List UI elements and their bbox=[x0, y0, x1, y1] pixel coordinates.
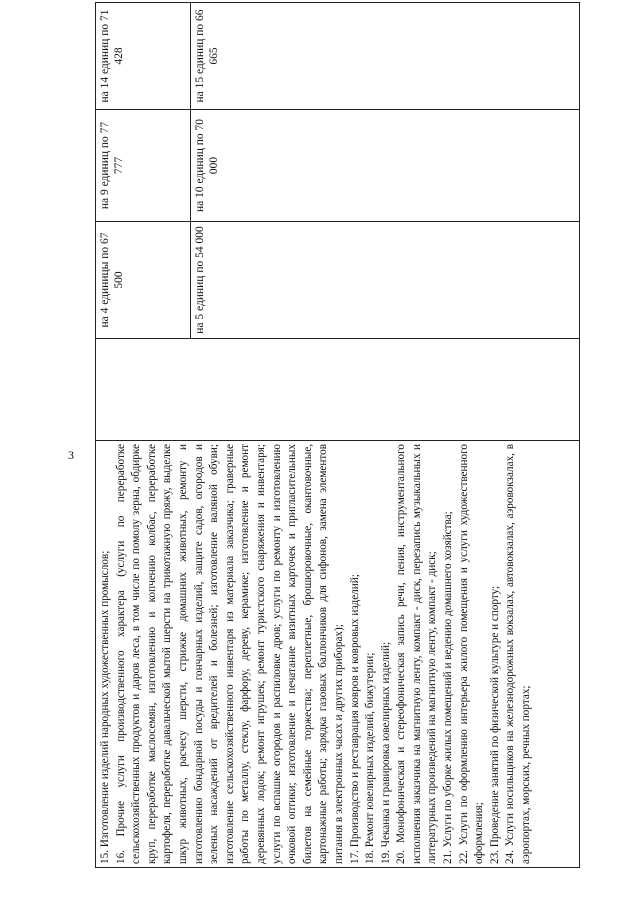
service-item: 19. Чеканка и гравировка ювелирных изделий; bbox=[379, 641, 392, 864]
table-row bbox=[96, 3, 191, 868]
service-item: 20. Монофоническая и стереофоническая запись речи, пения, инструментального исполнения заказчика на магнитную ленту, компакт - диск, перезапись музыкальных и литературных произведений на магнитную ленту, компакт - диск; bbox=[395, 444, 439, 864]
service-item: 17. Производство и реставрация ковров и ковровых изделий; bbox=[348, 574, 361, 864]
service-item: 22. Услуги по оформлению интерьера жилого помещения и услуги художественного оформления; bbox=[457, 444, 486, 864]
value-cell: на 14 единиц по 71 428 bbox=[96, 3, 191, 110]
service-item: 16. Прочие услуги производственного характера (услуги по переработке сельскохозяйственных продуктов и даров леса, в том числе по помолу зерна, обдирке круп, переработке маслосемян, изготовлению и копчению колбас, переработке картофеля, переработке давальческой мытой шерсти на трикотажную пряжу, выделке шкур животных, расчесу шерсти, стрижке домашних животных, ремонту и изготовлению бондарной посуды и гончарных изделий, защите садов, огородов и зеленых насаждений от вредителей и болезней; изготовление валяной обуви; изготовление сельскохозяйственного инвентаря из материала заказчика; граверные работы по металлу, стеклу, фарфору, дереву, керамике; изготовление и ремонт деревянных лодок; ремонт игрушек; ремонт туристского снаряжения и инвентаря; услуги по вспашке огородов и распиловке дров; услуги по ремонту и изготовлению очковой оптики; изготовление и печатание визитных карточек и пригласительных билетов на семейные торжества; переплетные, брошюровочные, окантовочные, картонажные работы; зарядка газовых баллончиков для сифонов, замена элементов питания в электронных часах и других приборах); bbox=[114, 444, 345, 864]
service-item: 21. Услуги по уборке жилых помещений и ведению домашнего хозяйства; bbox=[442, 511, 455, 864]
empty-cell bbox=[96, 339, 580, 441]
value-cell: на 4 единицы по 67 500 bbox=[96, 222, 191, 339]
services-description-cell bbox=[96, 441, 580, 868]
service-item: 24. Услуги носильщиков на железнодорожных вокзалах, автовокзалах, аэровокзалах, в аэропортах, морских, речных портах; bbox=[504, 444, 533, 864]
value-cell: на 10 единиц по 70 000 bbox=[191, 110, 580, 222]
rotated-table-page bbox=[95, 9, 580, 868]
value-cell: на 5 единиц по 54 000 bbox=[191, 222, 580, 339]
value-cell: на 15 единиц по 66 665 bbox=[191, 3, 580, 110]
page-number: 3 bbox=[68, 448, 74, 462]
service-item: 15. Изготовление изделий народных художественных промыслов; bbox=[99, 550, 111, 864]
service-item: 18. Ремонт ювелирных изделий, бижутерии; bbox=[364, 652, 377, 864]
services-table bbox=[95, 2, 580, 868]
service-item: 23. Проведение занятий по физической культуре и спорту; bbox=[488, 585, 501, 864]
value-cell: на 9 единиц по 77 777 bbox=[96, 110, 191, 222]
